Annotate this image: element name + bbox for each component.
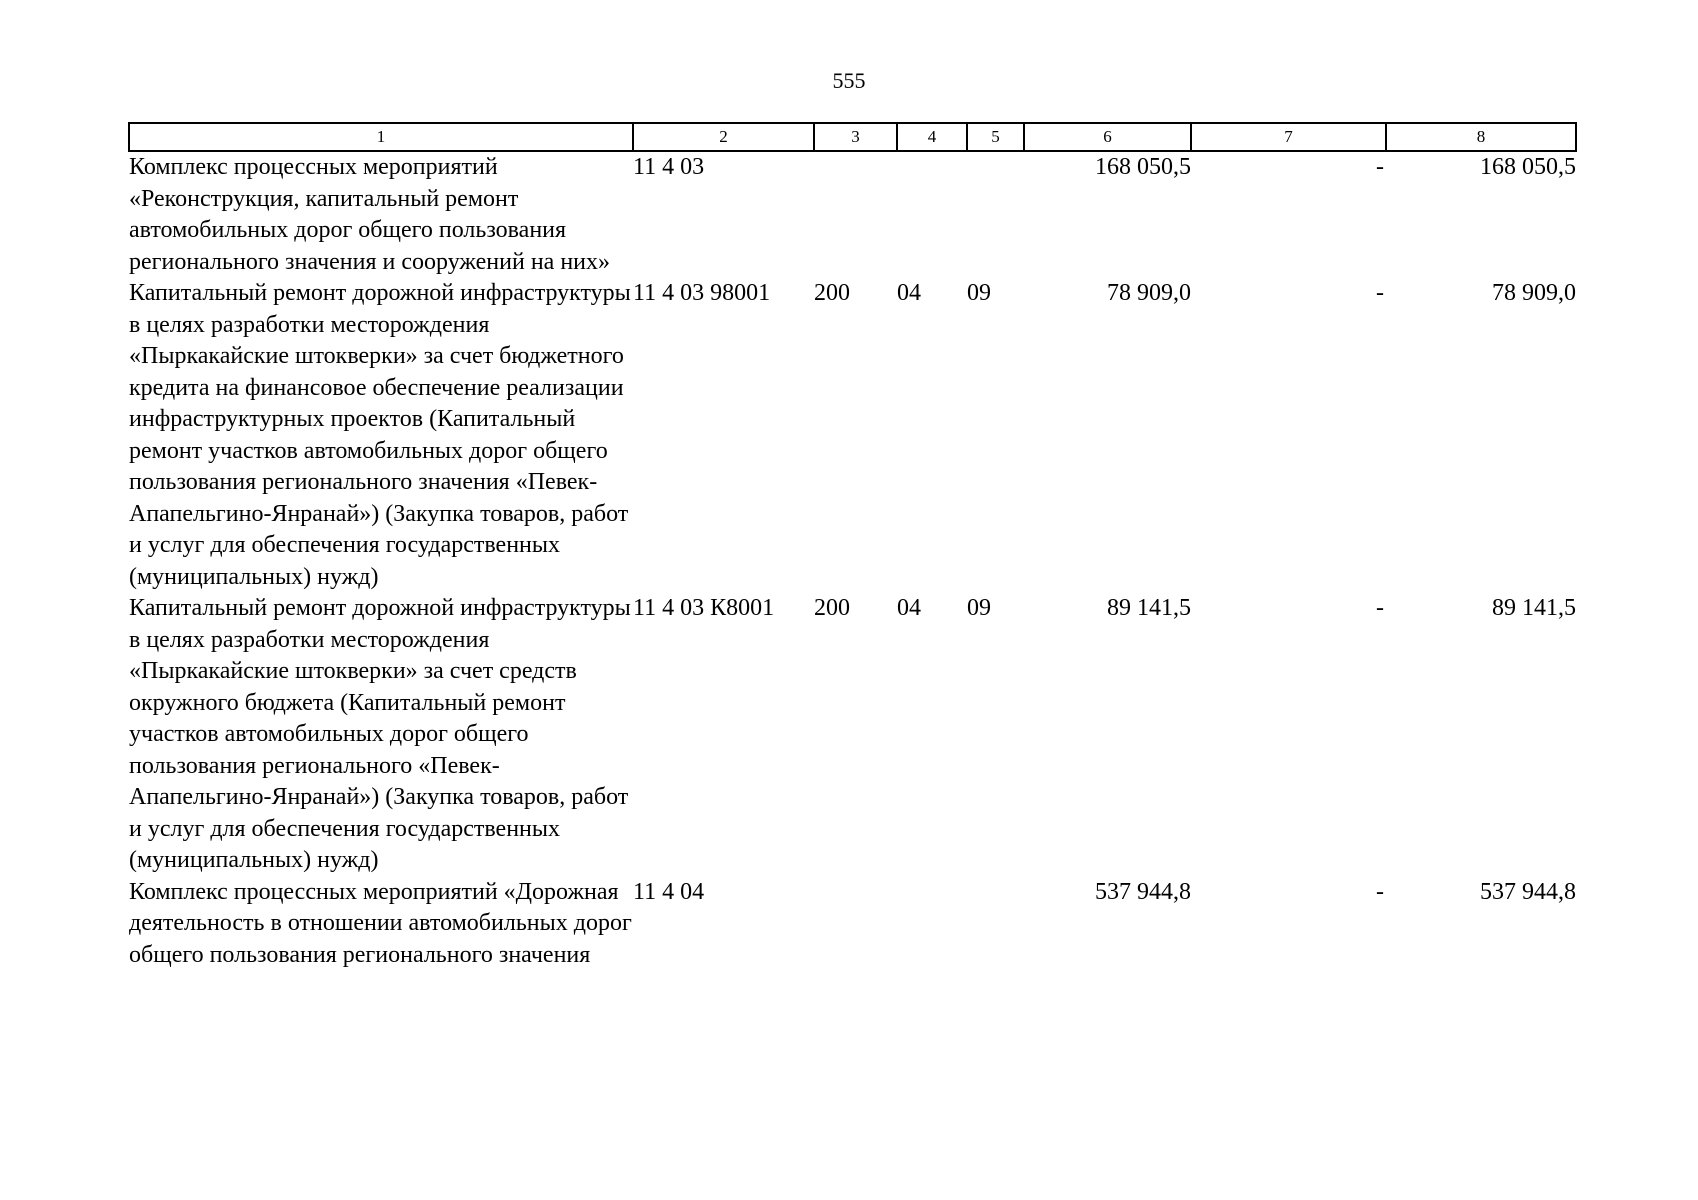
dash-mark: - (1376, 154, 1384, 180)
header-col-7: 7 (1191, 123, 1386, 151)
row-col5: 09 (967, 595, 991, 621)
row-col3 (814, 151, 897, 278)
row-col5 (967, 151, 1024, 278)
header-col-4: 4 (897, 123, 967, 151)
row-code: 11 4 03 К8001 (633, 595, 775, 621)
header-col-1: 1 (129, 123, 633, 151)
row-col4 (897, 877, 967, 972)
row-col3: 200 (814, 280, 850, 306)
header-col-6: 6 (1024, 123, 1191, 151)
row-name: Комплекс процессных мероприятий «Дорожная деятельность в отношении автомобильных дорог общего пользования регионального значения (129, 878, 632, 968)
row-col4 (897, 151, 967, 278)
row-col6: 89 141,5 (1107, 595, 1191, 621)
row-col8: 537 944,8 (1480, 878, 1576, 905)
row-col8: 168 050,5 (1480, 154, 1576, 180)
row-code: 11 4 03 (633, 154, 705, 180)
row-col3 (814, 877, 897, 972)
row-col7 (1191, 593, 1386, 877)
row-col6: 537 944,8 (1095, 878, 1191, 905)
table-row (129, 593, 1576, 877)
header-col-5: 5 (967, 123, 1024, 151)
row-col4: 04 (897, 595, 921, 621)
row-col6: 78 909,0 (1107, 280, 1191, 306)
row-code: 11 4 03 98001 (633, 280, 771, 306)
row-col3: 200 (814, 595, 850, 621)
dash-mark: - (1376, 595, 1384, 621)
row-col7 (1191, 278, 1386, 593)
table-row (129, 278, 1576, 593)
column-number-header (129, 123, 1576, 151)
header-col-3: 3 (814, 123, 897, 151)
dash-mark: - (1376, 280, 1384, 306)
dash-mark: - (1376, 878, 1384, 905)
row-col8: 78 909,0 (1492, 280, 1576, 306)
header-col-2: 2 (633, 123, 814, 151)
table-row (129, 151, 1576, 278)
table-row (129, 877, 1576, 972)
row-code: 11 4 04 (633, 878, 705, 905)
row-name: Капитальный ремонт дорожной инфраструктуры в целях разработки месторождения «Пыркакайские штокверки» за счет бюджетного кредита на финансовое обеспечение реализации инфраструктурных проектов (Капитальный ремонт участков автомобильных дорог общего пользования регионального значения «Певек-Апапельгино-Янранай») (Закупка товаров, работ и услуг для обеспечения государственных (муниципальных) нужд) (129, 280, 631, 590)
row-col5 (967, 877, 1024, 972)
row-name: Капитальный ремонт дорожной инфраструктуры в целях разработки месторождения «Пыркакайские штокверки» за счет средств окружного бюджета (Капитальный ремонт участков автомобильных дорог общего пользования регионального «Певек-Апапельгино-Янранай») (Закупка товаров, работ и услуг для обеспечения государственных (муниципальных) нужд) (129, 595, 631, 873)
row-name: Комплекс процессных мероприятий «Реконструкция, капитальный ремонт автомобильных дорог общего пользования регионального значения и сооружений на них» (129, 154, 611, 275)
row-col5: 09 (967, 280, 991, 306)
header-col-8: 8 (1386, 123, 1576, 151)
row-col6: 168 050,5 (1095, 154, 1191, 180)
row-col8: 89 141,5 (1492, 595, 1576, 621)
page-number: 555 (832, 68, 866, 93)
row-col7 (1191, 877, 1386, 972)
budget-table (128, 122, 1577, 971)
row-col4: 04 (897, 280, 921, 306)
row-col7 (1191, 151, 1386, 278)
